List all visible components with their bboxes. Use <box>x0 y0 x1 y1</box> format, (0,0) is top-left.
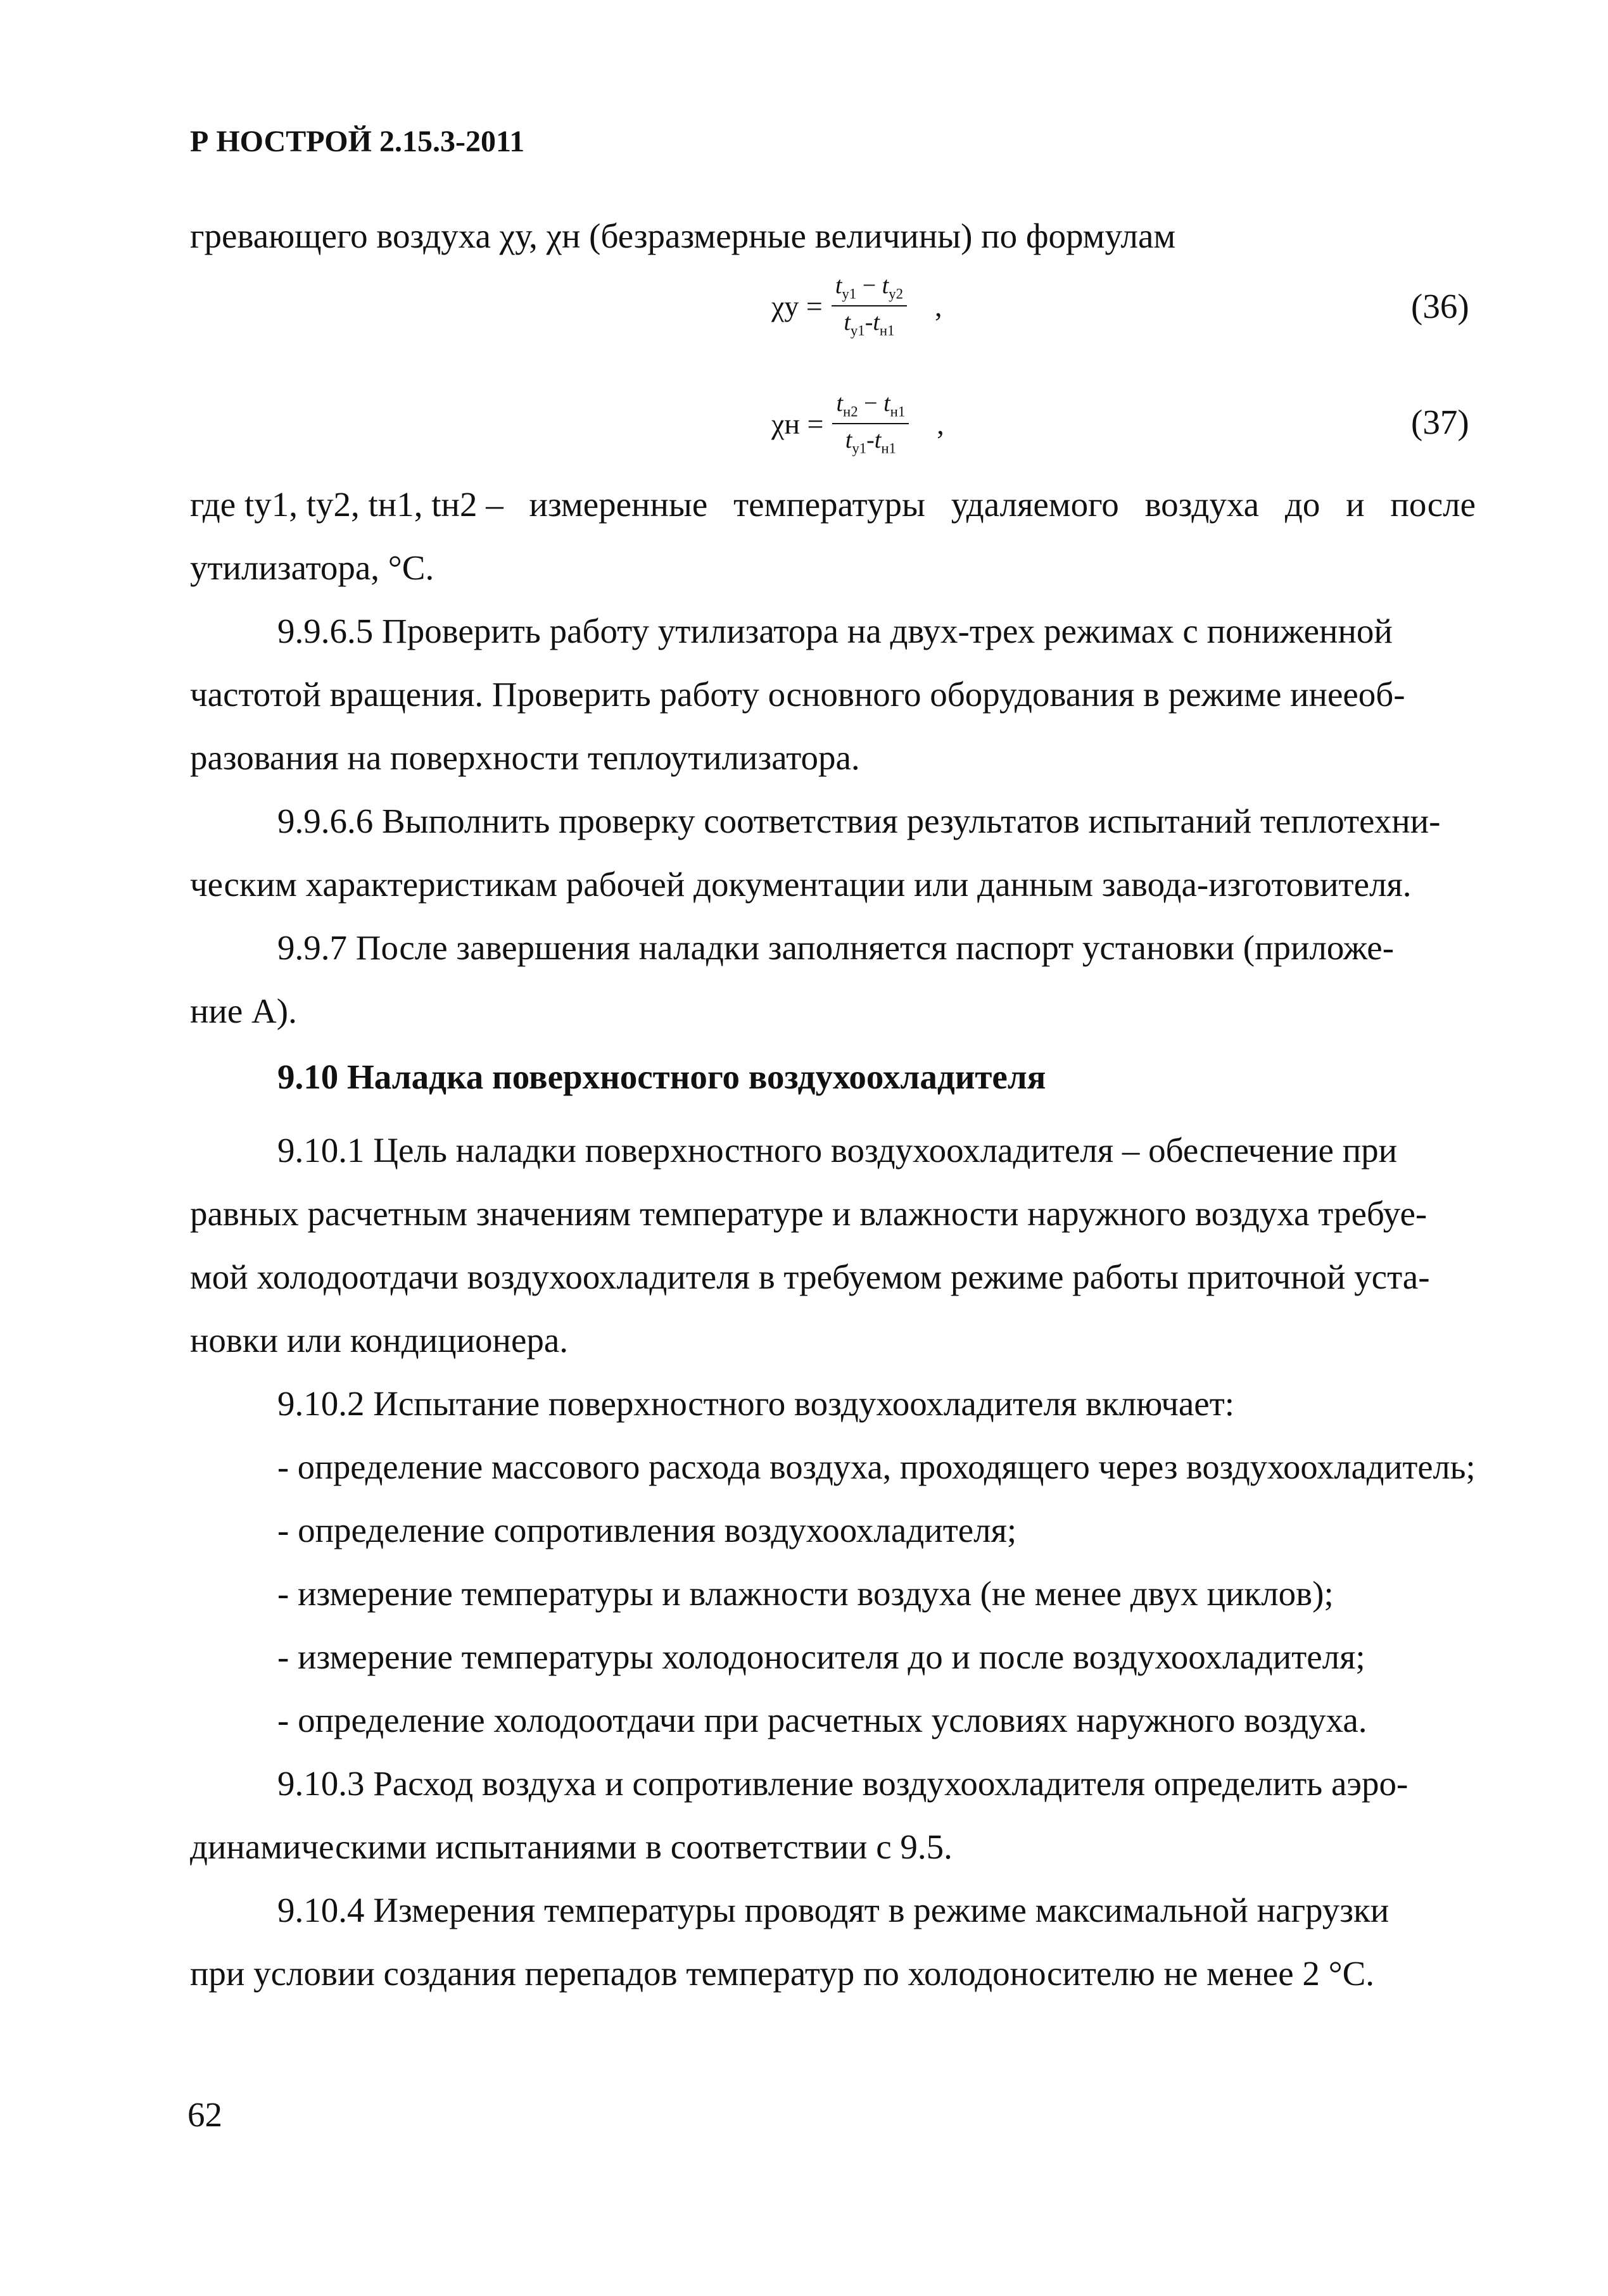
text-line: при условии создания перепадов температур по холодоносителю не менее 2 °С. <box>190 1954 1375 1993</box>
text-line: утилизатора, °С. <box>190 548 434 587</box>
denominator: $t_{у1}-t_{н1}$ <box>844 309 895 339</box>
intro-line: гревающего воздуха χу, χн (безразмерные величины) по формулам <box>190 217 1176 255</box>
where-word: и <box>1346 485 1365 524</box>
document-header: Р НОСТРОЙ 2.15.3-2011 <box>190 125 525 158</box>
where-word: температуры <box>733 485 925 524</box>
paragraph-9-9-6-6: 9.9.6.6 Выполнить проверку соответствия результатов испытаний теплотехни- <box>277 802 1441 840</box>
fraction <box>832 391 909 457</box>
formula-lhs: χу = <box>771 289 823 322</box>
where-line <box>190 483 1476 527</box>
paragraph-9-10-2: 9.10.2 Испытание поверхностного воздухоохладителя включает: <box>277 1384 1235 1423</box>
list-item: - определение сопротивления воздухоохладителя; <box>277 1511 1017 1549</box>
numerator: $t_{у1} - t_{у2}$ <box>832 274 907 306</box>
formula-comma: , <box>935 289 942 322</box>
where-word: воздуха <box>1144 485 1260 524</box>
where-word: где tу1, tу2, tн1, tн2 – <box>190 485 503 524</box>
paragraph-9-10-1: 9.10.1 Цель наладки поверхностного воздухоохладителя – обеспечение при <box>277 1131 1398 1170</box>
text-line: новки или кондиционера. <box>190 1321 569 1359</box>
text-line: динамическими испытаниями в соответствии с 9.5. <box>190 1827 953 1866</box>
equation-number-36: (36) <box>1411 287 1469 325</box>
text-line: равных расчетным значениям температуре и влажности наружного воздуха требуе- <box>190 1194 1428 1233</box>
formula-lhs: χн = <box>771 407 824 440</box>
formula-comma: , <box>937 407 944 440</box>
list-item: - определение холодоотдачи при расчетных условиях наружного воздуха. <box>277 1701 1367 1739</box>
fraction <box>832 274 907 339</box>
text-line: частотой вращения. Проверить работу основного оборудования в режиме инееоб- <box>190 675 1405 714</box>
text-line: ние А). <box>190 992 297 1030</box>
numerator: $t_{н2} - t_{н1}$ <box>832 391 909 424</box>
text-line: мой холодоотдачи воздухоохладителя в требуемом режиме работы приточной уста- <box>190 1258 1430 1296</box>
where-word: измеренные <box>529 485 708 524</box>
list-item: - измерение температуры холодоносителя до и после воздухоохладителя; <box>277 1637 1365 1676</box>
where-word: после <box>1390 485 1476 524</box>
text-line: ческим характеристикам рабочей документации или данным завода-изготовителя. <box>190 865 1412 904</box>
list-item: - измерение температуры и влажности воздуха (не менее двух циклов); <box>277 1574 1334 1613</box>
where-word: до <box>1284 485 1320 524</box>
paragraph-9-10-3: 9.10.3 Расход воздуха и сопротивление воздухоохладителя определить аэро- <box>277 1764 1409 1803</box>
formula-36 <box>771 274 942 339</box>
paragraph-9-9-7: 9.9.7 После завершения наладки заполняется паспорт установки (приложе- <box>277 928 1395 967</box>
text-line: разования на поверхности теплоутилизатора. <box>190 738 860 777</box>
paragraph-9-10-4: 9.10.4 Измерения температуры проводят в режиме максимальной нагрузки <box>277 1891 1390 1929</box>
list-item: - определение массового расхода воздуха, проходящего через воздухоохладитель; <box>277 1448 1476 1486</box>
equation-number-37: (37) <box>1411 403 1469 441</box>
where-word: удаляемого <box>951 485 1119 524</box>
section-heading: 9.10 Наладка поверхностного воздухоохладителя <box>277 1057 1046 1096</box>
formula-37 <box>771 391 944 457</box>
page-number: 62 <box>187 2095 222 2134</box>
denominator: $t_{у1}-t_{н1}$ <box>845 427 896 457</box>
paragraph-9-9-6-5: 9.9.6.5 Проверить работу утилизатора на двух-трех режимах с пониженной <box>277 612 1393 650</box>
